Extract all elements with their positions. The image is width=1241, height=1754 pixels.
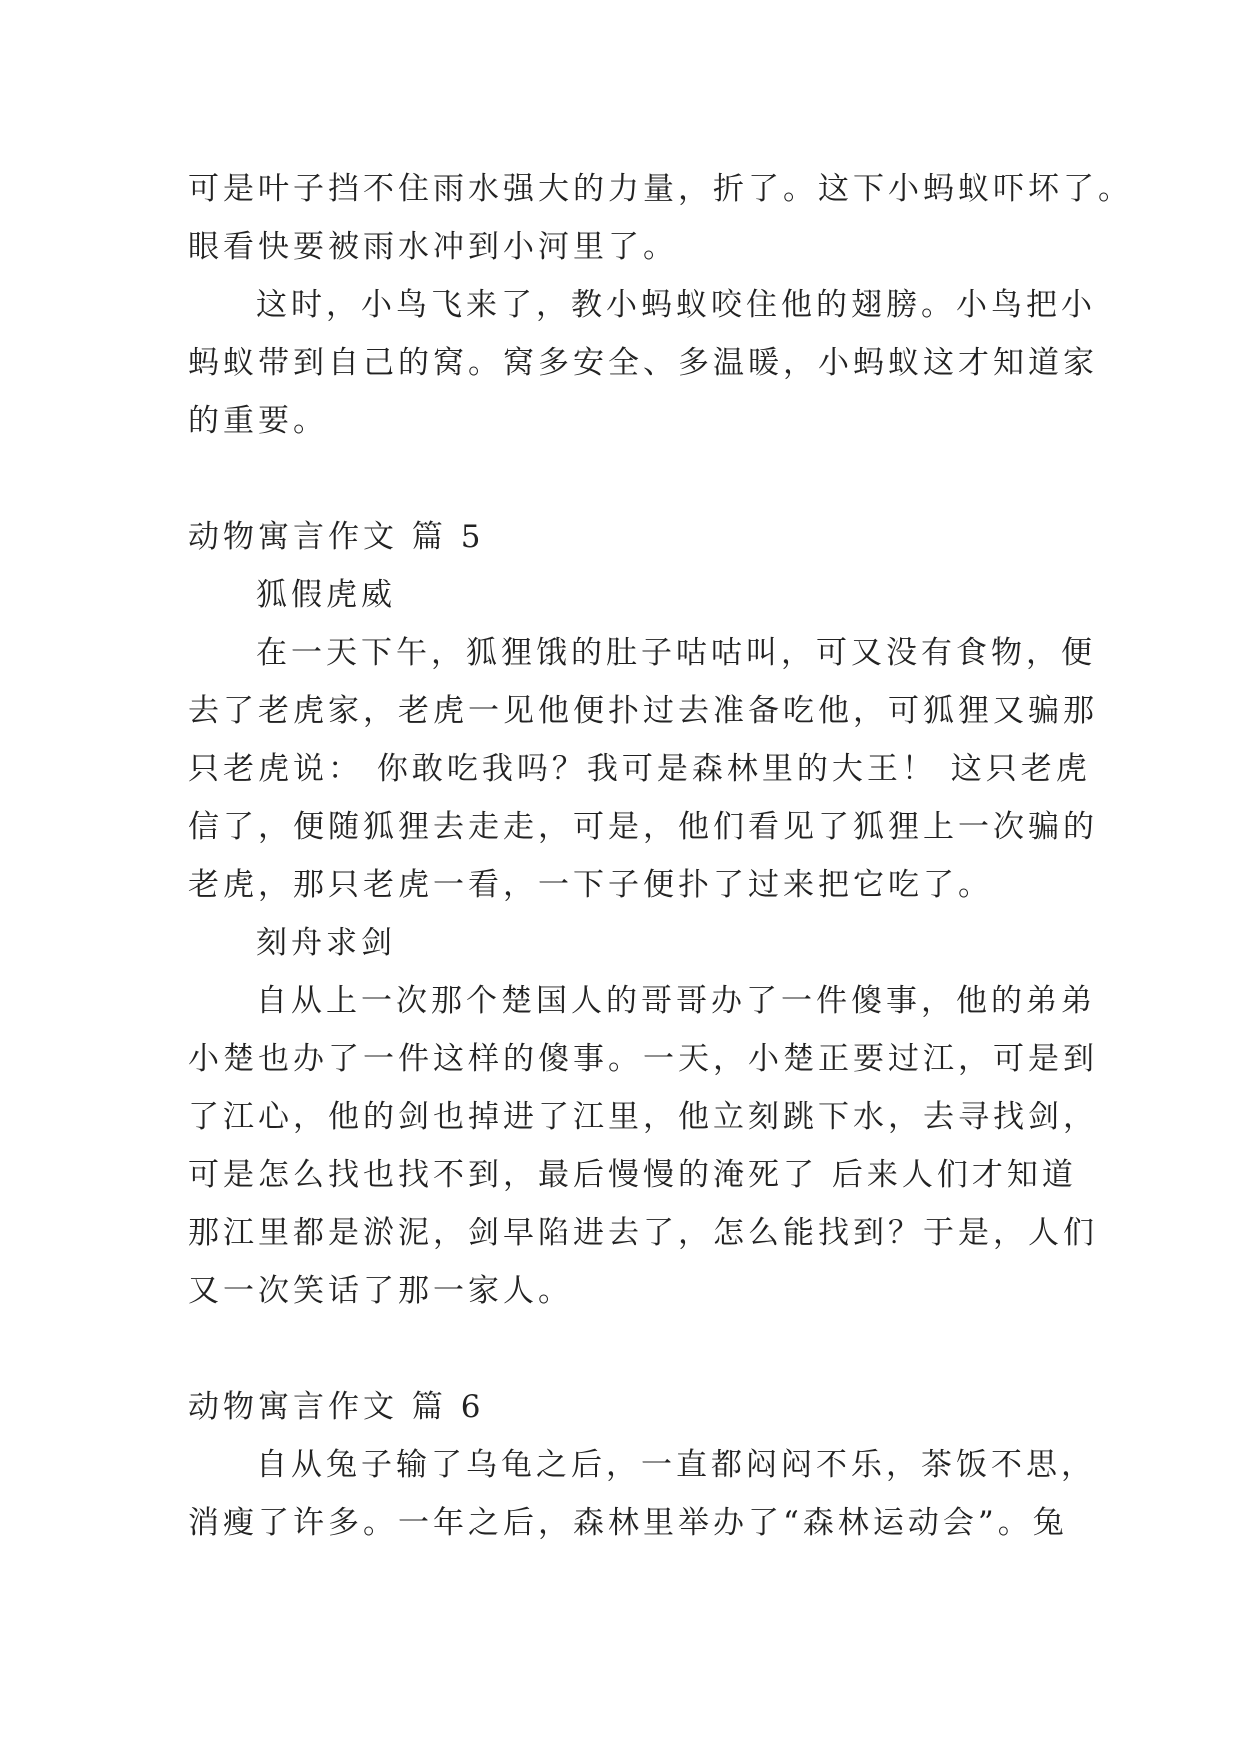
story-title: 狐假虎威 [256, 577, 396, 613]
text-line: 可是怎么找也找不到，最后慢慢的淹死了 后来人们才知道 [188, 1157, 1077, 1193]
document-body [188, 160, 1133, 1552]
text-line: 又一次笑话了那一家人。 [188, 1273, 573, 1309]
section-heading: 动物寓言作文 篇 5 [188, 519, 485, 555]
text-line: 的重要。 [188, 403, 328, 439]
text-line: 了江心，他的剑也掉进了江里，他立刻跳下水，去寻找剑， [188, 1099, 1098, 1135]
story-fox-tiger [188, 624, 1098, 914]
text-line: 那江里都是淤泥，剑早陷进去了，怎么能找到？于是，人们 [188, 1215, 1098, 1251]
text-line: 老虎，那只老虎一看，一下子便扑了过来把它吃了。 [188, 867, 993, 903]
text-line: 只老虎说： 你敢吃我吗？我可是森林里的大王！ 这只老虎 [188, 751, 1091, 787]
paragraph-bird-rescue [188, 276, 1098, 450]
text-line: 这时，小鸟飞来了，教小蚂蚁咬住他的翅膀。小鸟把小 [256, 287, 1096, 323]
text-line: 可是叶子挡不住雨水强大的力量，折了。这下小蚂蚁吓坏了。 [188, 171, 1133, 207]
section-spacer [188, 450, 1058, 508]
text-line: 自从上一次那个楚国人的哥哥办了一件傻事，他的弟弟 [256, 983, 1096, 1019]
text-line: 在一天下午，狐狸饿的肚子咕咕叫，可又没有食物，便 [256, 635, 1096, 671]
text-line: 去了老虎家，老虎一见他便扑过去准备吃他，可狐狸又骗那 [188, 693, 1098, 729]
section-heading: 动物寓言作文 篇 6 [188, 1389, 485, 1425]
story-title: 刻舟求剑 [256, 925, 396, 961]
text-line: 自从兔子输了乌龟之后，一直都闷闷不乐，茶饭不思， [256, 1447, 1096, 1483]
paragraph-ant-leaf [188, 160, 1133, 276]
section-6 [188, 1378, 1096, 1552]
story-boat-sword [188, 972, 1098, 1320]
text-line: 消瘦了许多。一年之后，森林里举办了“森林运动会”。兔 [188, 1505, 1068, 1541]
section-spacer [188, 1320, 1058, 1378]
text-line: 小楚也办了一件这样的傻事。一天，小楚正要过江，可是到 [188, 1041, 1098, 1077]
section-5 [188, 508, 1098, 1320]
text-line: 眼看快要被雨水冲到小河里了。 [188, 229, 678, 265]
text-line: 蚂蚁带到自己的窝。窝多安全、多温暖，小蚂蚁这才知道家 [188, 345, 1098, 381]
text-line: 信了，便随狐狸去走走，可是，他们看见了狐狸上一次骗的 [188, 809, 1098, 845]
